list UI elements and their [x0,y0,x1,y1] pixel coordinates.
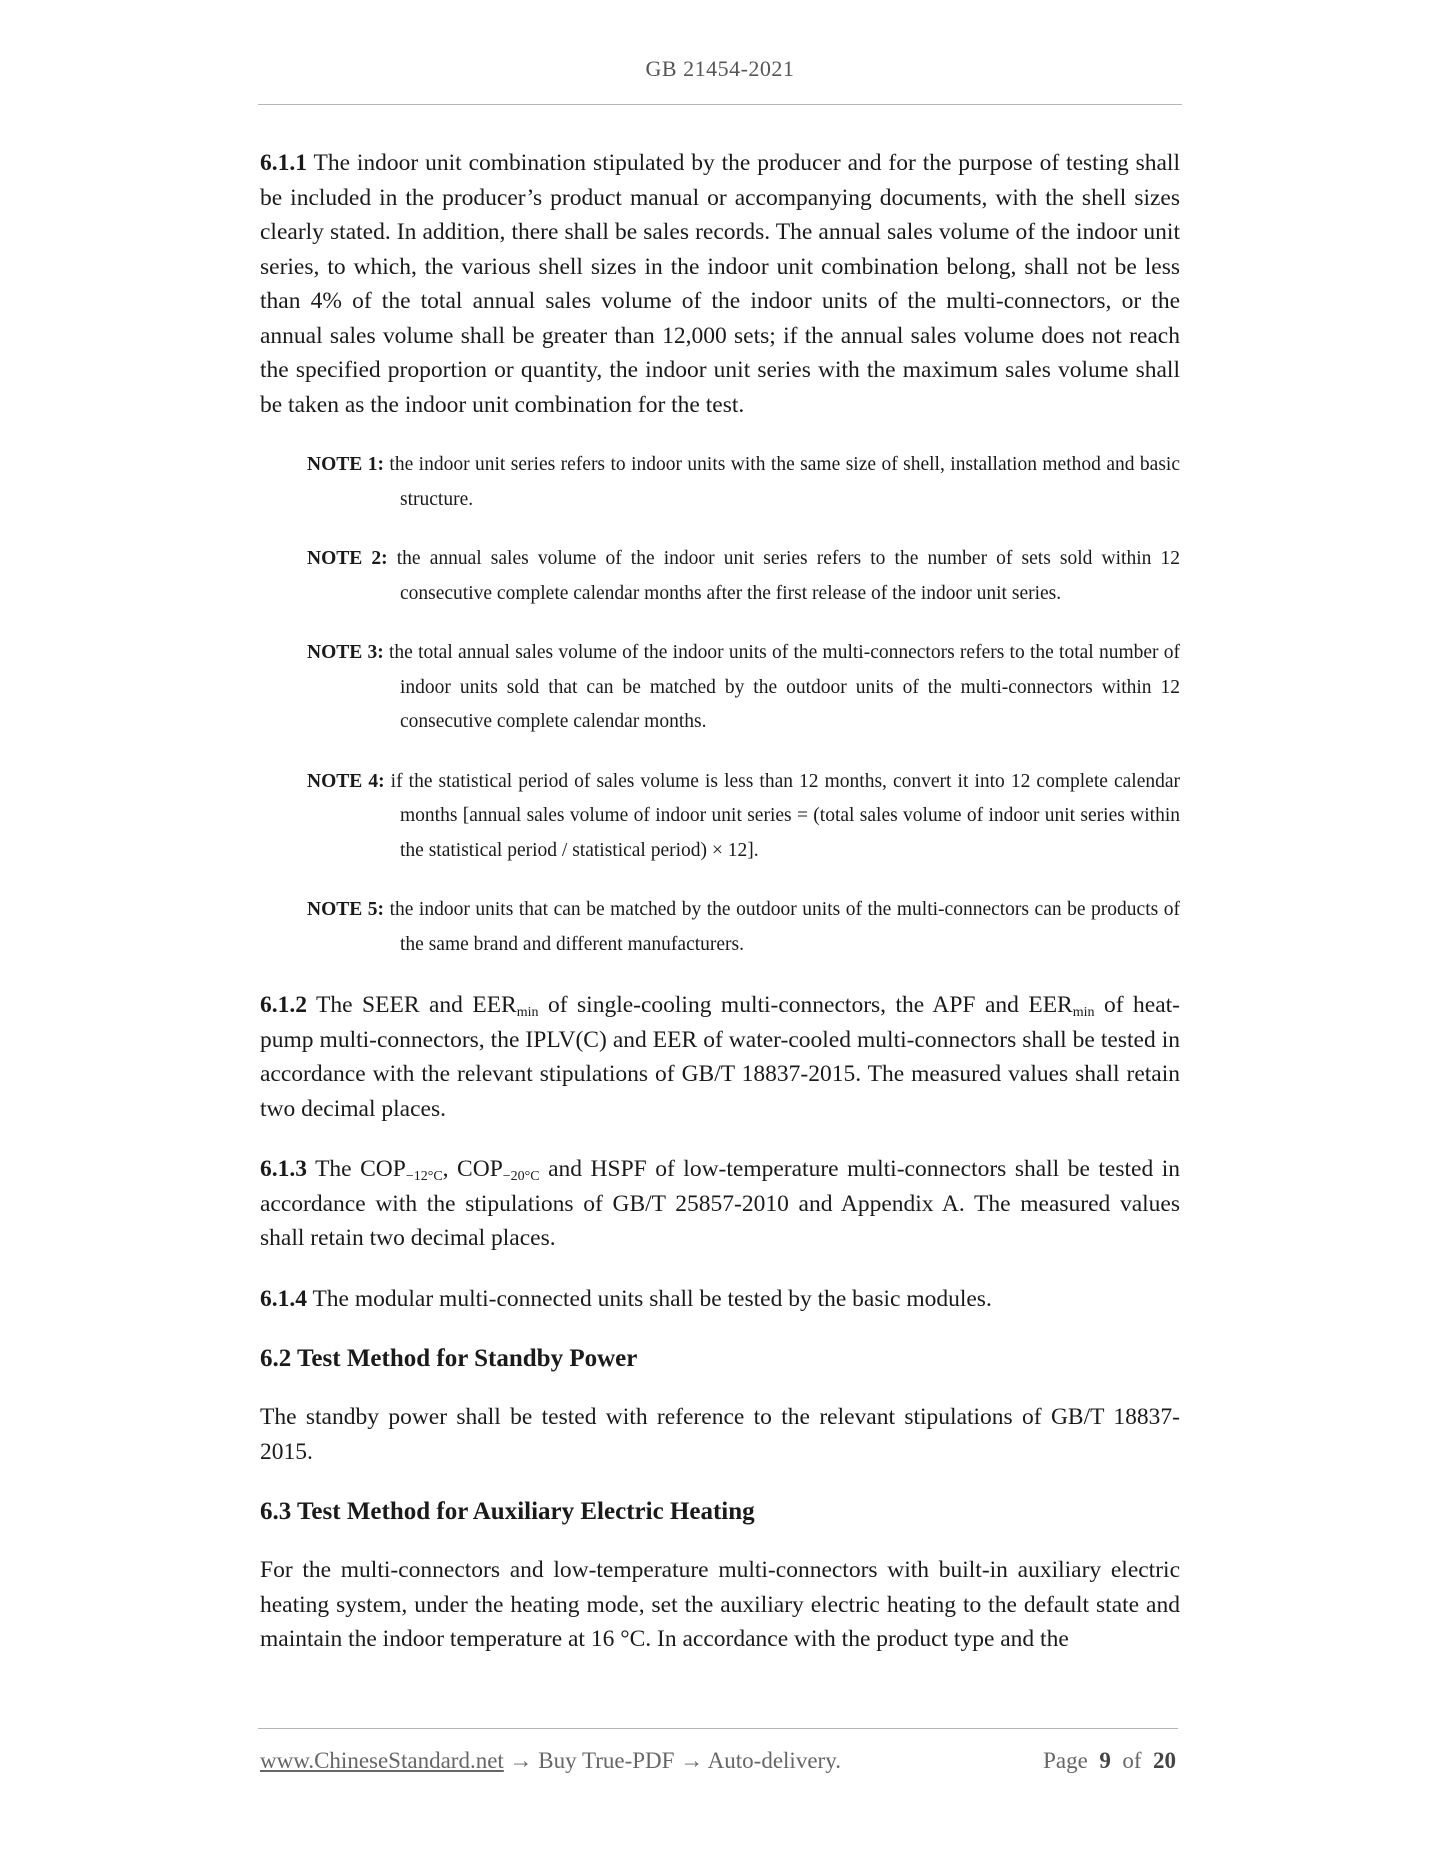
footer-links [260,1748,841,1774]
clause-number: 6.1.3 [260,1156,307,1182]
subscript: −12°C [405,1169,443,1184]
note-label: NOTE 4: [307,770,385,792]
notes-list [307,448,1180,962]
clause-text: The SEER and EER [307,992,517,1018]
note-5 [307,893,1180,962]
note-text: the total annual sales volume of the indoor units of the multi-connectors refers to the total number of indoor units sold that can be matched by the outdoor units of the multi-connectors within 12 consecutive complete calendar months. [383,642,1180,732]
clause-6-1-2 [260,988,1180,1126]
clause-text: , COP [442,1156,503,1182]
section-6-2-text: The standby power shall be tested with reference to the relevant stipulations of GB/T 18837-2015. [260,1404,1180,1465]
auto-delivery-text: Auto-delivery. [707,1748,841,1773]
of-label: of [1122,1748,1142,1773]
total-pages: 20 [1153,1748,1176,1773]
arrow-icon: → [503,1748,539,1773]
note-1 [307,448,1180,517]
buy-pdf-text: Buy True-PDF [538,1748,675,1773]
clause-text: and HSPF of low-temperature multi-connectors shall be tested in accordance with the stipulations of GB/T 25857-2010 and Appendix A. The measured values shall retain two decimal places. [260,1156,1180,1251]
section-6-3-text: For the multi-connectors and low-temperature multi-connectors with built-in auxiliary electric heating system, under the heating mode, set the auxiliary electric heating to the default state and maintain the indoor temperature at 16 °C. In accordance with the product type and the [260,1557,1180,1652]
page-header-title: GB 21454-2021 [645,56,795,81]
note-text: if the statistical period of sales volume is less than 12 months, convert it into 12 complete calendar months [annual sales volume of indoor unit series = (total sales volume of indoor unit series within the statistical period / statistical period) × 12]. [384,770,1181,861]
clause-number: 6.1.2 [260,992,307,1018]
note-label: NOTE 2: [307,548,388,569]
clause-6-1-4 [260,1282,1180,1317]
note-text: the indoor unit series refers to indoor units with the same size of shell, installation method and basic structure. [383,454,1180,510]
section-heading-6-3: 6.3 Test Method for Auxiliary Electric Heating [260,1498,755,1525]
subscript: min [1072,1005,1095,1020]
note-text: the indoor units that can be matched by the outdoor units of the multi-connectors can be products of the same brand and different manufacturers. [384,899,1180,955]
clause-text: The COP [307,1156,406,1182]
section-heading-6-2: 6.2 Test Method for Standby Power [260,1345,638,1372]
page-counter [1043,1748,1176,1774]
clause-6-1-3 [260,1152,1180,1256]
note-3 [307,636,1180,740]
note-label: NOTE 5: [307,899,385,920]
note-2 [307,542,1180,611]
clause-text: of heat-pump multi-connectors, the IPLV(C) and EER of water-cooled multi-connectors shall be tested in accordance with the relevant stipulations of GB/T 18837-2015. The measured values shall retain two decimal places. [260,992,1180,1122]
document-body [260,146,1180,1683]
clause-number: 6.1.1 [260,150,307,176]
clause-text: The modular multi-connected units shall be tested by the basic modules. [307,1285,992,1312]
note-4 [307,765,1180,869]
clause-text: The indoor unit combination stipulated by the producer and for the purpose of testing shall be included in the producer’s product manual or accompanying documents, with the shell sizes clearly stated. In addition, there shall be sales records. The annual sales volume of the indoor unit series, to which, the various shell sizes in the indoor unit combination belong, shall not be less than 4% of the total annual sales volume of the indoor units of the multi-connectors, or the annual sales volume shall be greater than 12,000 sets; if the annual sales volume does not reach the specified proportion or quantity, the indoor unit series with the maximum sales volume shall be taken as the indoor unit combination for the test. [260,150,1180,418]
clause-number: 6.1.4 [260,1285,307,1312]
header-divider [258,104,1182,105]
subscript: −20°C [502,1169,540,1184]
subscript: min [516,1005,539,1020]
note-text: the annual sales volume of the indoor unit series refers to the number of sets sold within 12 consecutive complete calendar months after the first release of the indoor unit series. [387,548,1180,604]
clause-6-1-1 [260,146,1180,422]
page-label: Page [1043,1748,1088,1773]
clause-text: of single-cooling multi-connectors, the APF and EER [538,992,1073,1018]
current-page: 9 [1099,1748,1111,1773]
note-label: NOTE 3: [307,642,384,663]
note-label: NOTE 1: [307,454,384,475]
arrow-icon: → [674,1748,708,1773]
website-link[interactable]: www.ChineseStandard.net [260,1748,504,1773]
footer-divider [258,1728,1178,1729]
